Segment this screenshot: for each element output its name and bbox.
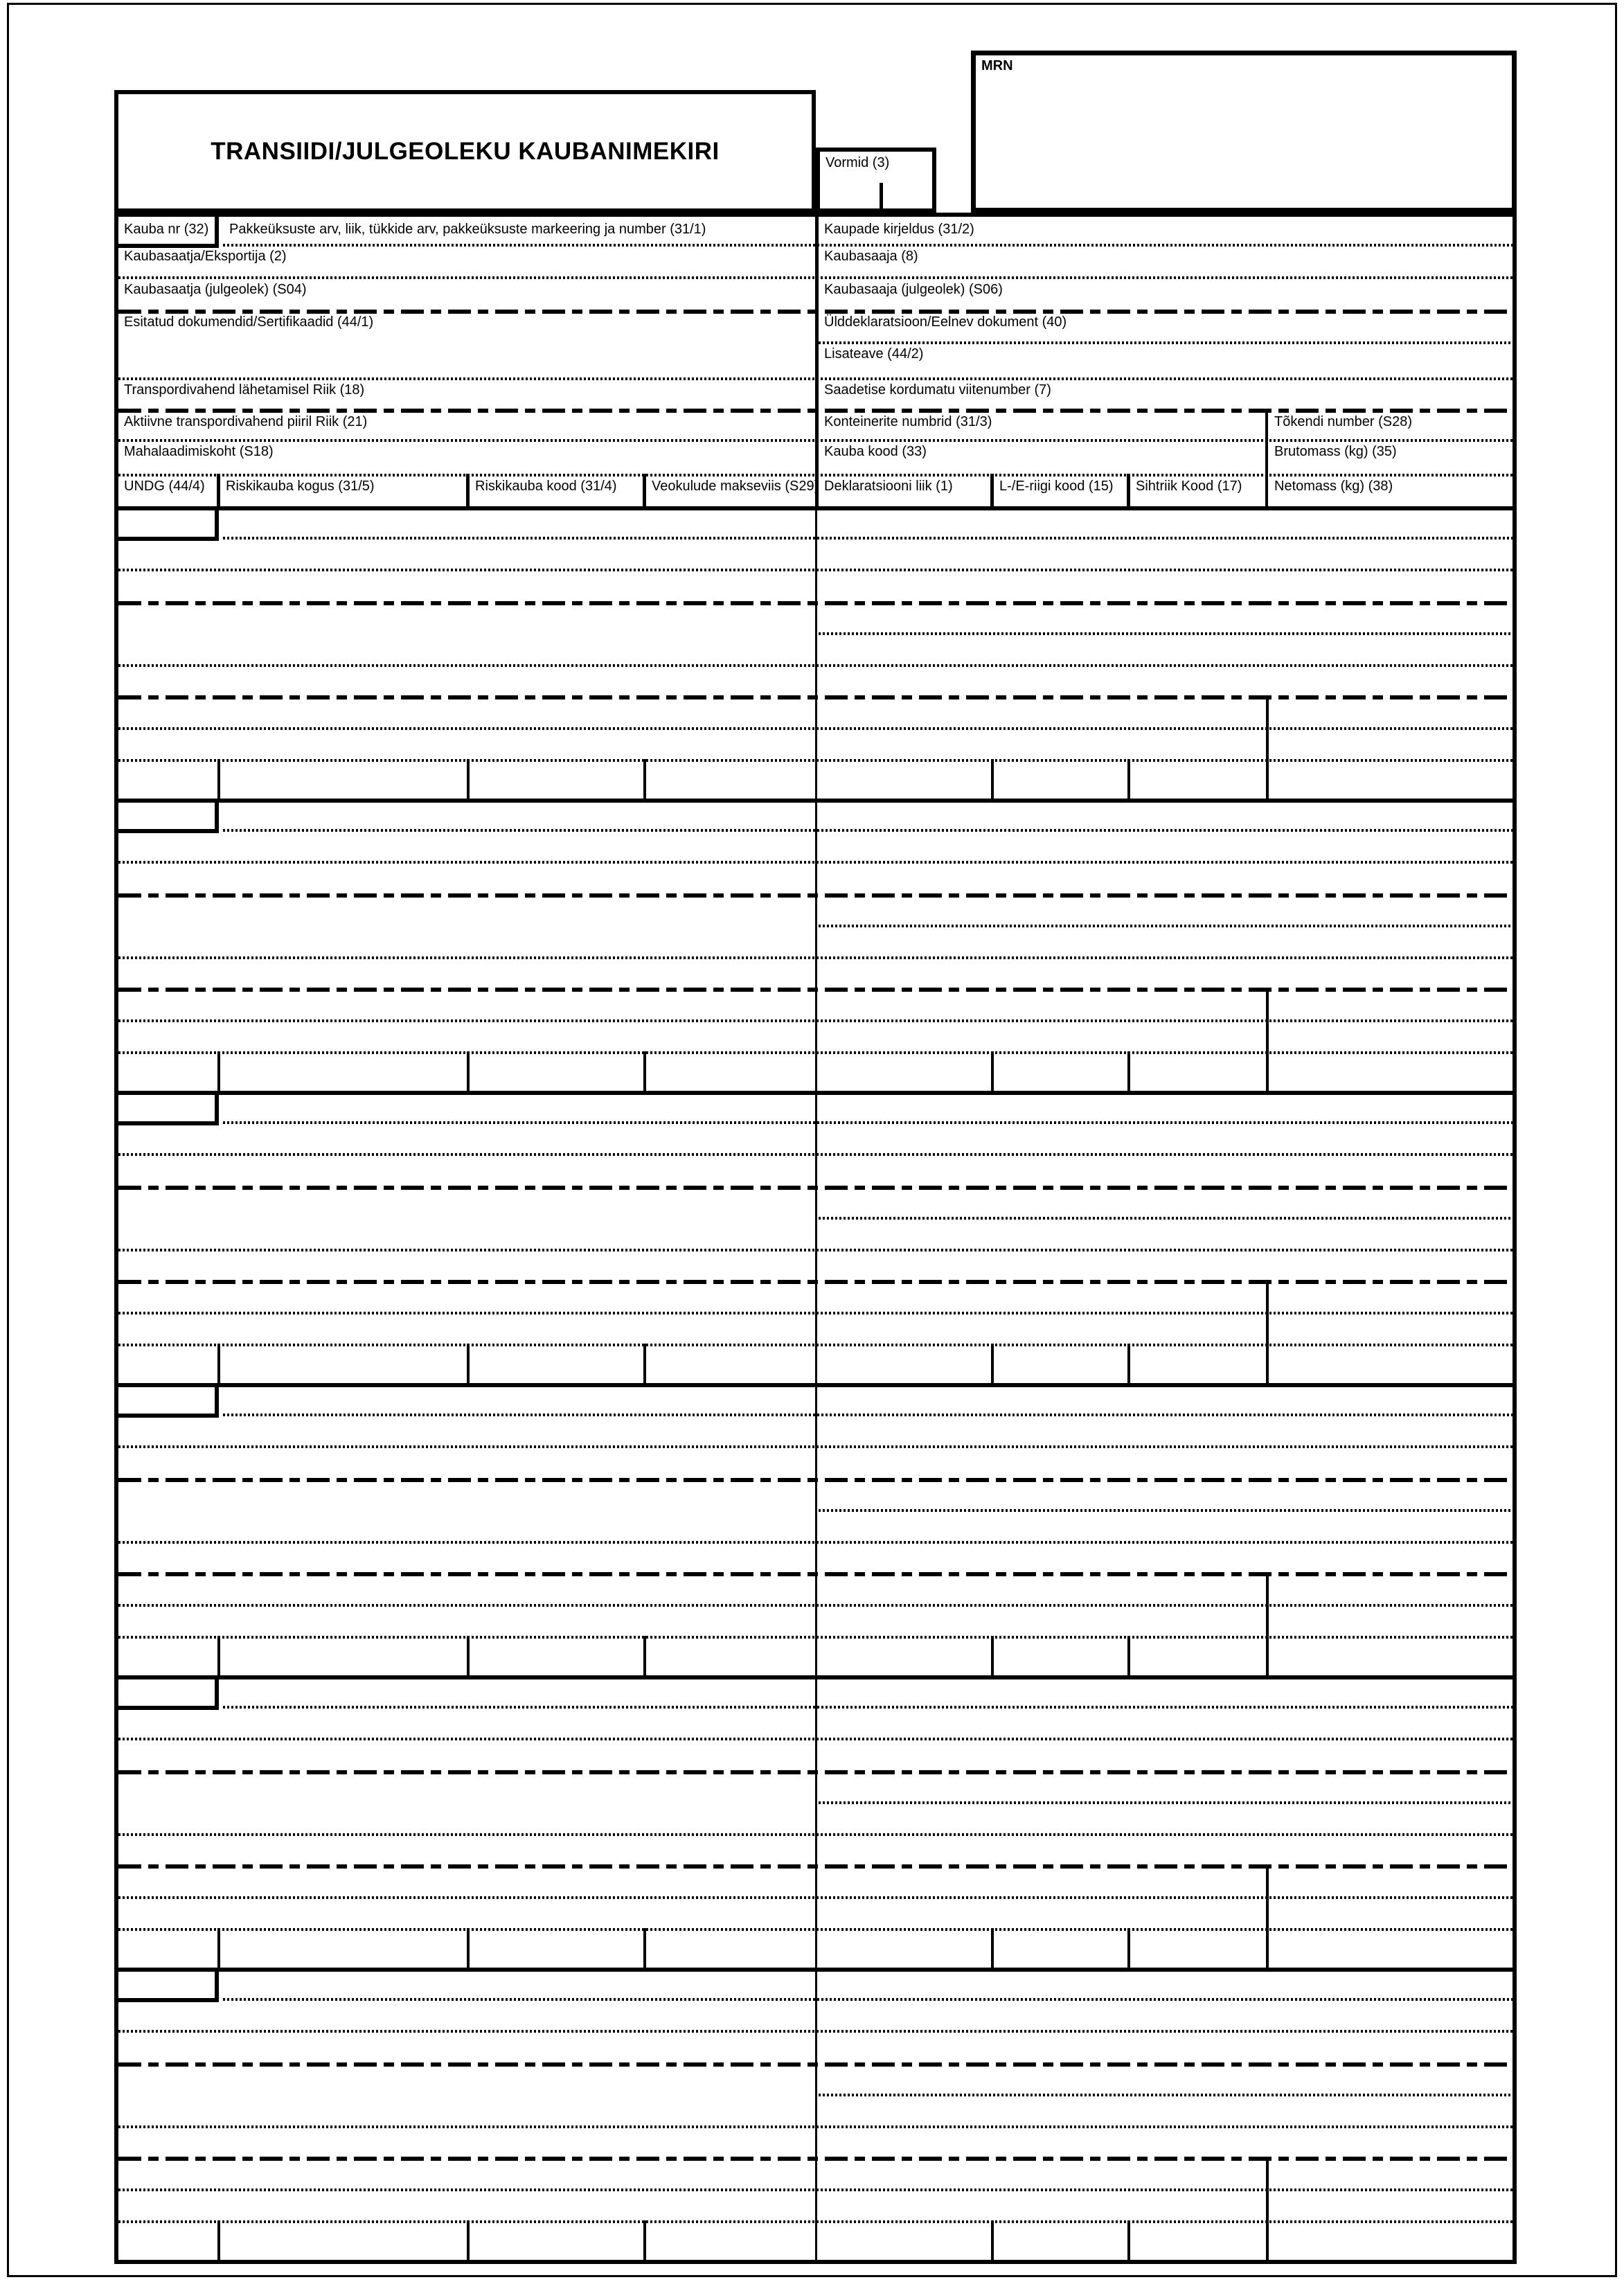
- column-divider: [1127, 1344, 1130, 1383]
- dotted-separator: [223, 1998, 1513, 2001]
- item-number-box: [118, 1095, 219, 1125]
- dotted-separator: [223, 829, 1513, 832]
- seal-column-divider: [1266, 988, 1269, 1091]
- dotted-separator: [118, 2030, 1513, 2033]
- dotted-separator: [118, 861, 1513, 864]
- dotted-separator: [223, 1706, 1513, 1709]
- forms-count-divider: [880, 183, 883, 208]
- label-pakkeuksused: Pakkeüksuste arv, liik, tükkide arv, pakkeüksuste markeering ja number (31/1): [229, 222, 706, 237]
- dotted-separator: [118, 2125, 1513, 2128]
- dotted-separator: [819, 1801, 1513, 1804]
- form-title: TRANSIIDI/JULGEOLEKU KAUBANIMEKIRI: [211, 137, 720, 165]
- dotted-separator: [118, 439, 1513, 442]
- goods-item-block: [118, 1675, 1513, 1968]
- dotted-separator: [118, 1312, 1513, 1314]
- seal-column-divider: [1265, 409, 1268, 506]
- column-divider: [467, 1344, 470, 1383]
- label-undg: UNDG (44/4): [124, 479, 205, 494]
- column-divider: [643, 2220, 646, 2260]
- goods-item-block: [118, 1091, 1513, 1383]
- dash-dot-separator: [118, 1864, 1513, 1869]
- column-divider: [217, 1928, 220, 1968]
- label-netomass: Netomass (kg) (38): [1274, 479, 1393, 494]
- label-transpordivahend: Transpordivahend lähetamisel Riik (18): [124, 382, 365, 398]
- dotted-separator: [819, 1509, 1513, 1512]
- dotted-separator: [819, 341, 1513, 344]
- column-divider: [991, 1636, 994, 1675]
- dotted-separator: [819, 2094, 1513, 2096]
- label-mahalaadimiskoht: Mahalaadimiskoht (S18): [124, 444, 274, 459]
- dotted-separator: [223, 537, 1513, 540]
- label-kauba-kood: Kauba kood (33): [824, 444, 927, 459]
- column-divider: [1127, 474, 1130, 506]
- label-kaubasaaja: Kaubasaaja (8): [824, 249, 918, 264]
- label-esitatud-dokumendid: Esitatud dokumendid/Sertifikaadid (44/1): [124, 314, 374, 330]
- midline-divider: [815, 1387, 817, 1675]
- label-brutomass: Brutomass (kg) (35): [1274, 444, 1397, 459]
- midline-divider: [815, 217, 819, 506]
- dotted-separator: [819, 925, 1513, 927]
- column-divider: [991, 2220, 994, 2260]
- seal-column-divider: [1266, 2157, 1269, 2260]
- column-divider: [217, 1636, 220, 1675]
- midline-divider: [815, 1679, 817, 1968]
- label-ulddeklaratsioon: Ülddeklaratsioon/Eelnev dokument (40): [824, 314, 1067, 330]
- item-number-box: [118, 1387, 219, 1418]
- label-konteinerite-numbrid: Konteinerite numbrid (31/3): [824, 414, 992, 429]
- seal-column-divider: [1266, 1864, 1269, 1968]
- dotted-separator: [118, 1153, 1513, 1156]
- seal-column-divider: [1266, 1572, 1269, 1675]
- dash-dot-separator: [118, 601, 1513, 605]
- dotted-separator: [819, 1217, 1513, 1220]
- label-kaubasaatja-julgeolek: Kaubasaatja (julgeolek) (S04): [124, 282, 307, 297]
- dash-dot-separator: [118, 2062, 1513, 2067]
- dash-dot-separator: [118, 1572, 1513, 1576]
- column-divider: [217, 474, 220, 506]
- header-section: [118, 217, 1513, 506]
- column-divider: [1127, 1636, 1130, 1675]
- dotted-separator: [118, 759, 1513, 762]
- column-divider: [217, 1344, 220, 1383]
- label-lisateave: Lisateave (44/2): [824, 346, 924, 362]
- mrn-box: [971, 51, 1517, 213]
- dash-dot-separator: [118, 310, 1513, 314]
- dash-dot-separator: [118, 1280, 1513, 1284]
- dotted-separator: [819, 632, 1513, 635]
- column-divider: [991, 1051, 994, 1091]
- dotted-separator: [223, 244, 1513, 247]
- forms-count-label: Vormid (3): [826, 155, 890, 170]
- column-divider: [643, 1928, 646, 1968]
- label-riskikauba-kood: Riskikauba kood (31/4): [475, 479, 617, 494]
- seal-column-divider: [1266, 695, 1269, 799]
- label-tokendi-number: Tõkendi number (S28): [1274, 414, 1412, 429]
- goods-item-block: [118, 1968, 1513, 2260]
- dotted-separator: [118, 1896, 1513, 1899]
- column-divider: [643, 1344, 646, 1383]
- label-le-riigi-kood: L-/E-riigi kood (15): [999, 479, 1114, 494]
- dotted-separator: [223, 1414, 1513, 1416]
- dotted-separator: [118, 727, 1513, 730]
- dotted-separator: [118, 1604, 1513, 1607]
- column-divider: [217, 759, 220, 799]
- dash-dot-separator: [118, 695, 1513, 699]
- label-riskikauba-kogus: Riskikauba kogus (31/5): [226, 479, 375, 494]
- dotted-separator: [118, 1833, 1513, 1836]
- title-box: [114, 90, 816, 213]
- item-number-box: [118, 510, 219, 541]
- item-number-box: [118, 803, 219, 833]
- goods-item-block: [118, 506, 1513, 799]
- dotted-separator: [118, 1051, 1513, 1054]
- dotted-separator: [118, 1928, 1513, 1931]
- label-deklaratsiooni-liik: Deklaratsiooni liik (1): [824, 479, 953, 494]
- dotted-separator: [118, 276, 1513, 279]
- dotted-separator: [118, 2220, 1513, 2223]
- midline-divider: [815, 510, 817, 799]
- column-divider: [217, 2220, 220, 2260]
- mrn-label: MRN: [981, 58, 1013, 73]
- column-divider: [467, 759, 470, 799]
- item-number-box: [118, 1679, 219, 1710]
- item-number-box: [118, 1972, 219, 2002]
- seal-column-divider: [1266, 1280, 1269, 1383]
- dotted-separator: [118, 664, 1513, 667]
- midline-divider: [815, 803, 817, 1091]
- dash-dot-separator: [118, 1478, 1513, 1482]
- column-divider: [990, 474, 994, 506]
- label-kaubasaatja-eksportija: Kaubasaatja/Eksportija (2): [124, 249, 287, 264]
- column-divider: [1127, 1928, 1130, 1968]
- form-grid: [114, 213, 1517, 2264]
- column-divider: [1127, 2220, 1130, 2260]
- dash-dot-separator: [118, 409, 1513, 413]
- items-section: [118, 506, 1513, 2260]
- column-divider: [643, 474, 646, 506]
- dotted-separator: [118, 474, 1513, 476]
- dotted-separator: [118, 956, 1513, 959]
- dotted-separator: [118, 377, 1513, 380]
- label-saadetise-viitenumber: Saadetise kordumatu viitenumber (7): [824, 382, 1051, 398]
- dash-dot-separator: [118, 893, 1513, 898]
- label-kaubasaaja-julgeolek: Kaubasaaja (julgeolek) (S06): [824, 282, 1003, 297]
- column-divider: [991, 1928, 994, 1968]
- column-divider: [643, 1636, 646, 1675]
- goods-item-block: [118, 1383, 1513, 1675]
- column-divider: [991, 1344, 994, 1383]
- column-divider: [1127, 759, 1130, 799]
- dotted-separator: [118, 1445, 1513, 1448]
- dotted-separator: [118, 1344, 1513, 1346]
- dotted-separator: [118, 1738, 1513, 1740]
- label-veokulude-makseviis: Veokulude makseviis (S29): [652, 479, 819, 494]
- dotted-separator: [223, 1121, 1513, 1124]
- column-divider: [643, 1051, 646, 1091]
- midline-divider: [815, 1095, 817, 1383]
- column-divider: [467, 1051, 470, 1091]
- dotted-separator: [118, 2189, 1513, 2191]
- label-kauba-nr: Kauba nr (32): [124, 222, 209, 237]
- label-kaupade-kirjeldus: Kaupade kirjeldus (31/2): [824, 222, 974, 237]
- dash-dot-separator: [118, 1770, 1513, 1774]
- dash-dot-separator: [118, 2157, 1513, 2161]
- dotted-separator: [118, 1249, 1513, 1251]
- dash-dot-separator: [118, 1186, 1513, 1190]
- label-sihtriik-kood: Sihtriik Kood (17): [1136, 479, 1242, 494]
- dotted-separator: [118, 1636, 1513, 1639]
- column-divider: [467, 1636, 470, 1675]
- column-divider: [1127, 1051, 1130, 1091]
- midline-divider: [815, 1972, 817, 2260]
- dotted-separator: [118, 1541, 1513, 1544]
- column-divider: [643, 759, 646, 799]
- dotted-separator: [118, 569, 1513, 571]
- column-divider: [467, 1928, 470, 1968]
- label-aktiivne-transpordivahend: Aktiivne transpordivahend piiril Riik (21): [124, 414, 368, 429]
- goods-item-block: [118, 799, 1513, 1091]
- forms-count-box: [816, 148, 936, 213]
- column-divider: [217, 1051, 220, 1091]
- column-divider: [466, 474, 470, 506]
- dash-dot-separator: [118, 988, 1513, 992]
- dotted-separator: [118, 1019, 1513, 1022]
- column-divider: [991, 759, 994, 799]
- column-divider: [467, 2220, 470, 2260]
